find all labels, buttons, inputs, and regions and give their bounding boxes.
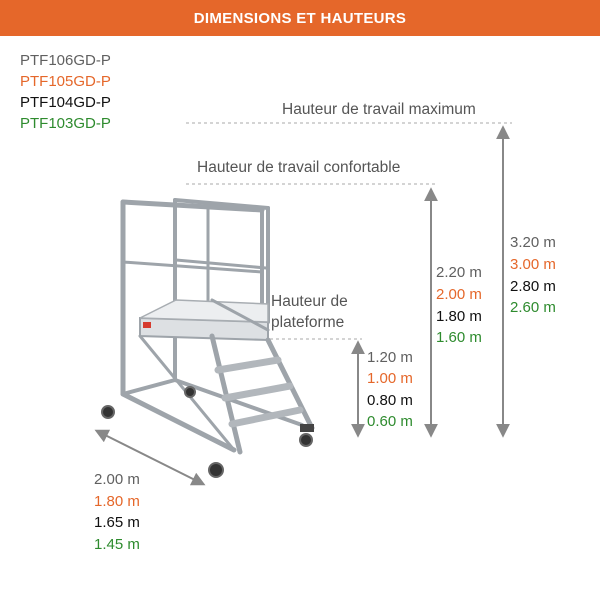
length-value-3: 1.65 m <box>94 514 140 531</box>
working-comfort-label: Hauteur de travail confortable <box>197 159 401 176</box>
length-value-1: 2.00 m <box>94 471 140 488</box>
working-max-value-1: 3.20 m <box>510 234 556 251</box>
wheel-icon <box>209 463 223 477</box>
working-max-value-2: 3.00 m <box>510 256 556 273</box>
model-ptf106: PTF106GD-P <box>20 52 111 69</box>
working-comfort-value-1: 2.20 m <box>436 264 482 281</box>
length-value-4: 1.45 m <box>94 536 140 553</box>
model-ptf104: PTF104GD-P <box>20 94 111 111</box>
platform-label-sticker <box>143 322 151 328</box>
platform-value-4: 0.60 m <box>367 413 413 430</box>
model-ptf103: PTF103GD-P <box>20 115 111 132</box>
platform-label-line1: Hauteur de <box>271 293 348 310</box>
platform-label-line2: plateforme <box>271 314 345 331</box>
wheel-icon <box>102 406 114 418</box>
working-max-value-3: 2.80 m <box>510 278 556 295</box>
working-comfort-value-3: 1.80 m <box>436 308 482 325</box>
platform-value-1: 1.20 m <box>367 349 413 366</box>
header-title: DIMENSIONS ET HAUTEURS <box>193 9 407 27</box>
wheel-icon <box>185 387 195 397</box>
wheel-icon <box>300 434 312 446</box>
platform-value-3: 0.80 m <box>367 392 413 409</box>
working-comfort-value-4: 1.60 m <box>436 329 482 346</box>
foot-pad <box>300 424 314 432</box>
platform-value-2: 1.00 m <box>367 370 413 387</box>
working-max-value-4: 2.60 m <box>510 299 556 316</box>
working-max-label: Hauteur de travail maximum <box>282 101 476 118</box>
working-comfort-value-2: 2.00 m <box>436 286 482 303</box>
model-ptf105: PTF105GD-P <box>20 73 111 90</box>
length-value-2: 1.80 m <box>94 493 140 510</box>
